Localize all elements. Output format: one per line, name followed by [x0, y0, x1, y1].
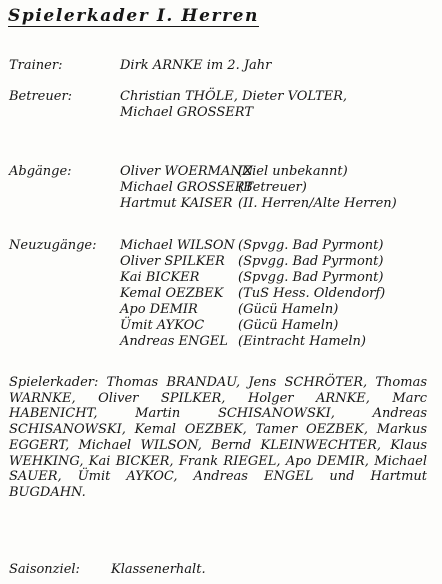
- neuzugaenge-label: Neuzugänge:: [9, 238, 97, 253]
- page-title: Spielerkader I. Herren: [8, 6, 259, 26]
- player-club: (II. Herren/Alte Herren): [238, 196, 397, 211]
- player-name: Michael WILSON: [120, 238, 235, 253]
- list-item: [120, 238, 385, 254]
- trainer-label: Trainer:: [9, 58, 63, 73]
- player-club: (Gücü Hameln): [238, 302, 339, 317]
- betreuer-line: Michael GROSSERT: [120, 105, 253, 120]
- list-item: [120, 318, 385, 334]
- list-item: [120, 334, 385, 350]
- abgaenge-label: Abgänge:: [9, 164, 72, 179]
- player-name: Michael GROSSERT: [120, 180, 253, 195]
- list-item: [120, 180, 397, 196]
- player-club: (TuS Hess. Oldendorf): [238, 286, 386, 301]
- list-item: [120, 254, 385, 270]
- player-club: (Spvgg. Bad Pyrmont): [238, 238, 384, 253]
- list-item: [120, 270, 385, 286]
- player-club: (Spvgg. Bad Pyrmont): [238, 254, 384, 269]
- player-club: (Eintracht Hameln): [238, 334, 367, 349]
- betreuer-values: [120, 89, 347, 121]
- list-item: [120, 196, 397, 212]
- saisonziel-label: Saisonziel:: [9, 562, 80, 577]
- betreuer-line: Christian THÖLE, Dieter VOLTER,: [120, 89, 348, 104]
- player-club: (Gücü Hameln): [238, 318, 339, 333]
- player-name: Oliver WOERMANN: [120, 164, 254, 179]
- list-item: [120, 286, 385, 302]
- player-name: Andreas ENGEL: [120, 334, 228, 349]
- abgaenge-list: [120, 164, 397, 212]
- trainer-value: Dirk ARNKE im 2. Jahr: [120, 58, 272, 73]
- player-name: Apo DEMIR: [120, 302, 198, 317]
- player-name: Kai BICKER: [120, 270, 200, 285]
- list-item: [120, 164, 397, 180]
- player-name: Ümit AYKOC: [120, 318, 205, 333]
- player-club: (Ziel unbekannt): [238, 164, 348, 179]
- player-name: Kemal OEZBEK: [120, 286, 224, 301]
- saisonziel-value: Klassenerhalt.: [111, 562, 206, 577]
- player-name: Hartmut KAISER: [120, 196, 233, 211]
- neuzugaenge-list: [120, 238, 385, 350]
- list-item: [120, 302, 385, 318]
- player-name: Oliver SPILKER: [120, 254, 225, 269]
- player-club: (Betreuer): [238, 180, 307, 195]
- player-club: (Spvgg. Bad Pyrmont): [238, 270, 384, 285]
- spielerkader-paragraph: Spielerkader: Thomas BRANDAU, Jens SCHRÖTER, Thomas WARNKE, Oliver SPILKER, Holger ARNKE, Marc HABENICHT, Martin SCHISANOWSKI, Andreas SCHISANOWSKI, Kemal OEZBEK, Tamer OEZBEK, Markus EGGERT, Michael WILSON, Bernd KLEINWECHTER, Klaus WEHKING, Kai BICKER, Frank RIEGEL, Apo DEMIR, Michael SAUER, Ümit AYKOC, Andreas ENGEL und Hartmut BUGDAHN.: [9, 375, 427, 500]
- betreuer-label: Betreuer:: [9, 89, 73, 104]
